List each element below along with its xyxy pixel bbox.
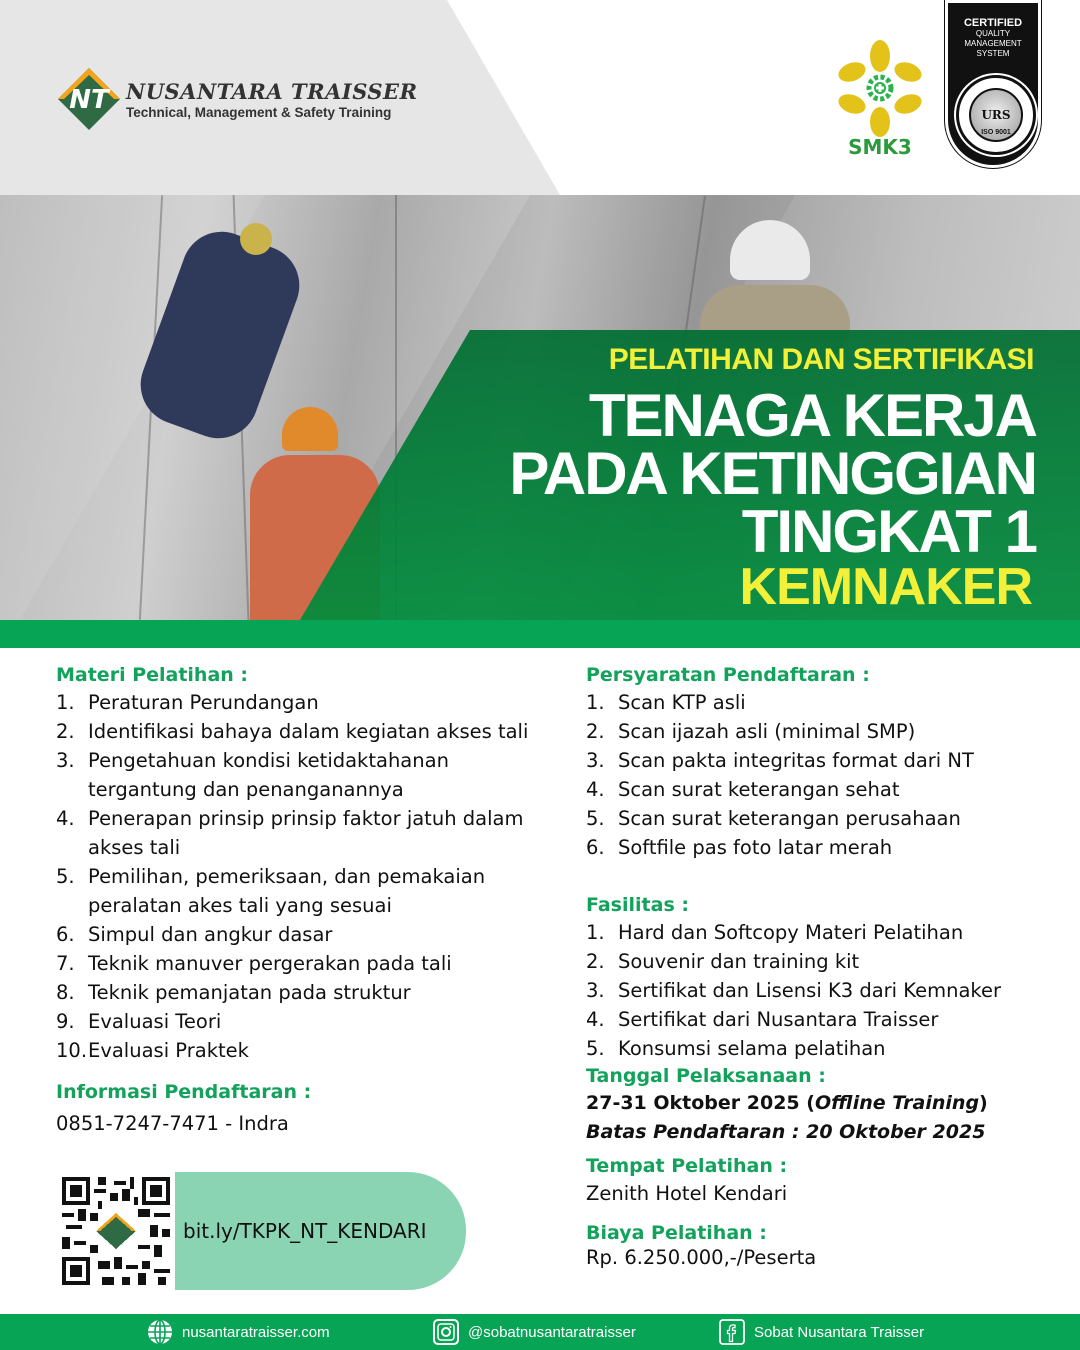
item-number: 4. [56,807,75,830]
footer [0,1314,1080,1350]
item-text: Scan ijazah asli (minimal SMP) [618,720,916,743]
item-number: 1. [586,691,605,714]
item-text: Simpul dan angkur dasar [88,923,333,946]
climber-white-helmet [730,220,810,280]
globe-icon [146,1318,174,1346]
list-item [586,947,1056,976]
list-item [586,1005,1056,1034]
tempat-heading: Tempat Pelatihan : [586,1155,788,1177]
contact-phone[interactable]: 0851-7247-7471 - Indra [56,1112,289,1135]
list-item [56,862,556,920]
footer-website[interactable] [146,1318,330,1346]
item-text: Hard dan Softcopy Materi Pelatihan [618,921,964,944]
item-text: Konsumsi selama pelatihan [618,1037,886,1060]
list-item [586,976,1056,1005]
hero-title [509,382,1036,565]
item-text: Teknik pemanjatan pada struktur [88,981,411,1004]
iso-standard-label: ISO 9001 [981,129,1011,136]
registration-link-block [58,1172,466,1290]
informasi-heading: Informasi Pendaftaran : [56,1081,312,1103]
facebook-label[interactable]: Sobat Nusantara Traisser [754,1323,925,1341]
list-item [586,688,1056,717]
item-text: Scan pakta integritas format dari NT [618,749,974,772]
item-text: Teknik manuver pergerakan pada tali [88,952,452,975]
item-text: Penerapan prinsip prinsip faktor jatuh dalam akses tali [88,807,524,859]
item-number: 4. [586,778,605,801]
header [0,0,1080,195]
item-number: 6. [56,923,75,946]
item-text: Identifikasi bahaya dalam kegiatan akses tali [88,720,529,743]
item-text: Scan surat keterangan perusahaan [618,807,961,830]
item-number: 3. [586,749,605,772]
list-item [56,978,556,1007]
date-close-paren: ) [979,1092,988,1114]
instagram-icon [432,1318,460,1346]
registration-link[interactable]: bit.ly/TKPK_NT_KENDARI [183,1219,427,1243]
item-text: Evaluasi Teori [88,1010,222,1033]
urs-label: URS [969,88,1023,142]
date-range: 27-31 Oktober 2025 ( [586,1092,815,1114]
registration-link-button[interactable] [175,1172,466,1290]
iso-9001-badge [945,0,1041,168]
instructor-helmet [282,407,338,451]
hero-banner [0,195,1080,620]
tanggal-heading: Tanggal Pelaksanaan : [586,1065,826,1087]
item-number: 7. [56,952,75,975]
item-text: Peraturan Perundangan [88,691,319,714]
item-number: 5. [56,865,75,888]
list-item [586,804,1056,833]
item-number: 9. [56,1010,75,1033]
hero-subtitle: PELATIHAN DAN SERTIFIKASI [608,343,1034,376]
iso-certified-label: CERTIFIED [963,17,1023,29]
item-number: 1. [56,691,75,714]
left-column [56,662,556,1138]
hero-title-line: TINGKAT 1 [741,498,1036,565]
qr-code-icon[interactable] [58,1172,174,1290]
list-item [56,1036,556,1065]
list-item [586,746,1056,775]
company-logo [56,66,418,132]
item-text: Scan surat keterangan sehat [618,778,900,801]
item-text: Evaluasi Praktek [88,1039,249,1062]
climber-navy-photo [129,221,310,450]
item-text: Scan KTP asli [618,691,746,714]
instagram-label[interactable]: @sobatnusantaratraisser [468,1323,636,1341]
list-item [56,746,556,804]
urs-seal-icon [956,75,1036,155]
item-number: 10. [56,1039,88,1062]
item-text: Souvenir dan training kit [618,950,860,973]
hero-authority: KEMNAKER [739,558,1032,616]
item-number: 8. [56,981,75,1004]
list-item [56,1007,556,1036]
climber-helmet-yellow [240,223,272,255]
item-number: 1. [586,921,605,944]
item-text: Sertifikat dan Lisensi K3 dari Kemnaker [618,979,1002,1002]
company-tagline: Technical, Management & Safety Training [126,104,392,120]
item-text: Sertifikat dari Nusantara Traisser [618,1008,939,1031]
divider-bar [0,620,1080,648]
item-text: Pengetahuan kondisi ketidaktahanan tergantung dan penanganannya [88,749,449,801]
list-item [56,949,556,978]
footer-facebook[interactable] [718,1318,924,1346]
materi-list [56,688,556,1065]
list-item [56,717,556,746]
company-name: NUSANTARA TRAISSER [126,78,418,104]
nt-logo-icon [56,66,122,132]
biaya-heading: Biaya Pelatihan : [586,1222,767,1244]
smk3-logo-icon [838,38,922,160]
item-number: 5. [586,807,605,830]
item-number: 6. [586,836,605,859]
list-item [56,688,556,717]
list-item [586,918,1056,947]
item-number: 2. [586,950,605,973]
list-item [586,1034,1056,1063]
training-date [586,1089,1056,1118]
list-item [56,804,556,862]
svg-text:SMK3: SMK3 [848,135,912,159]
price: Rp. 6.250.000,-/Peserta [586,1246,817,1269]
item-number: 4. [586,1008,605,1031]
materi-heading: Materi Pelatihan : [56,664,249,686]
list-item [56,920,556,949]
facebook-icon [718,1318,746,1346]
hero-title-line: PADA KETINGGIAN [509,440,1036,507]
iso-line: MANAGEMENT [964,39,1022,48]
hero-title-line: TENAGA KERJA [588,382,1036,449]
item-text: Pemilihan, pemeriksaan, dan pemakaian peralatan akes tali yang sesuai [88,865,486,917]
item-text: Softfile pas foto latar merah [618,836,893,859]
item-number: 2. [586,720,605,743]
list-item [586,775,1056,804]
list-item [586,717,1056,746]
training-mode: Offline Training [814,1092,980,1114]
item-number: 5. [586,1037,605,1060]
fasilitas-list [586,918,1056,1063]
item-number: 2. [56,720,75,743]
iso-line: SYSTEM [976,49,1010,58]
registration-deadline: Batas Pendaftaran : 20 Oktober 2025 [586,1121,986,1143]
list-item [586,833,1056,862]
persyaratan-heading: Persyaratan Pendaftaran : [586,664,870,686]
svg-text:NT: NT [69,85,109,115]
item-number: 3. [56,749,75,772]
right-column [586,662,1056,1270]
fasilitas-heading: Fasilitas : [586,894,689,916]
footer-instagram[interactable] [432,1318,636,1346]
iso-line: QUALITY [975,29,1011,38]
persyaratan-list [586,688,1056,862]
website-label[interactable]: nusantaratraisser.com [182,1323,330,1341]
item-number: 3. [586,979,605,1002]
venue: Zenith Hotel Kendari [586,1182,788,1205]
